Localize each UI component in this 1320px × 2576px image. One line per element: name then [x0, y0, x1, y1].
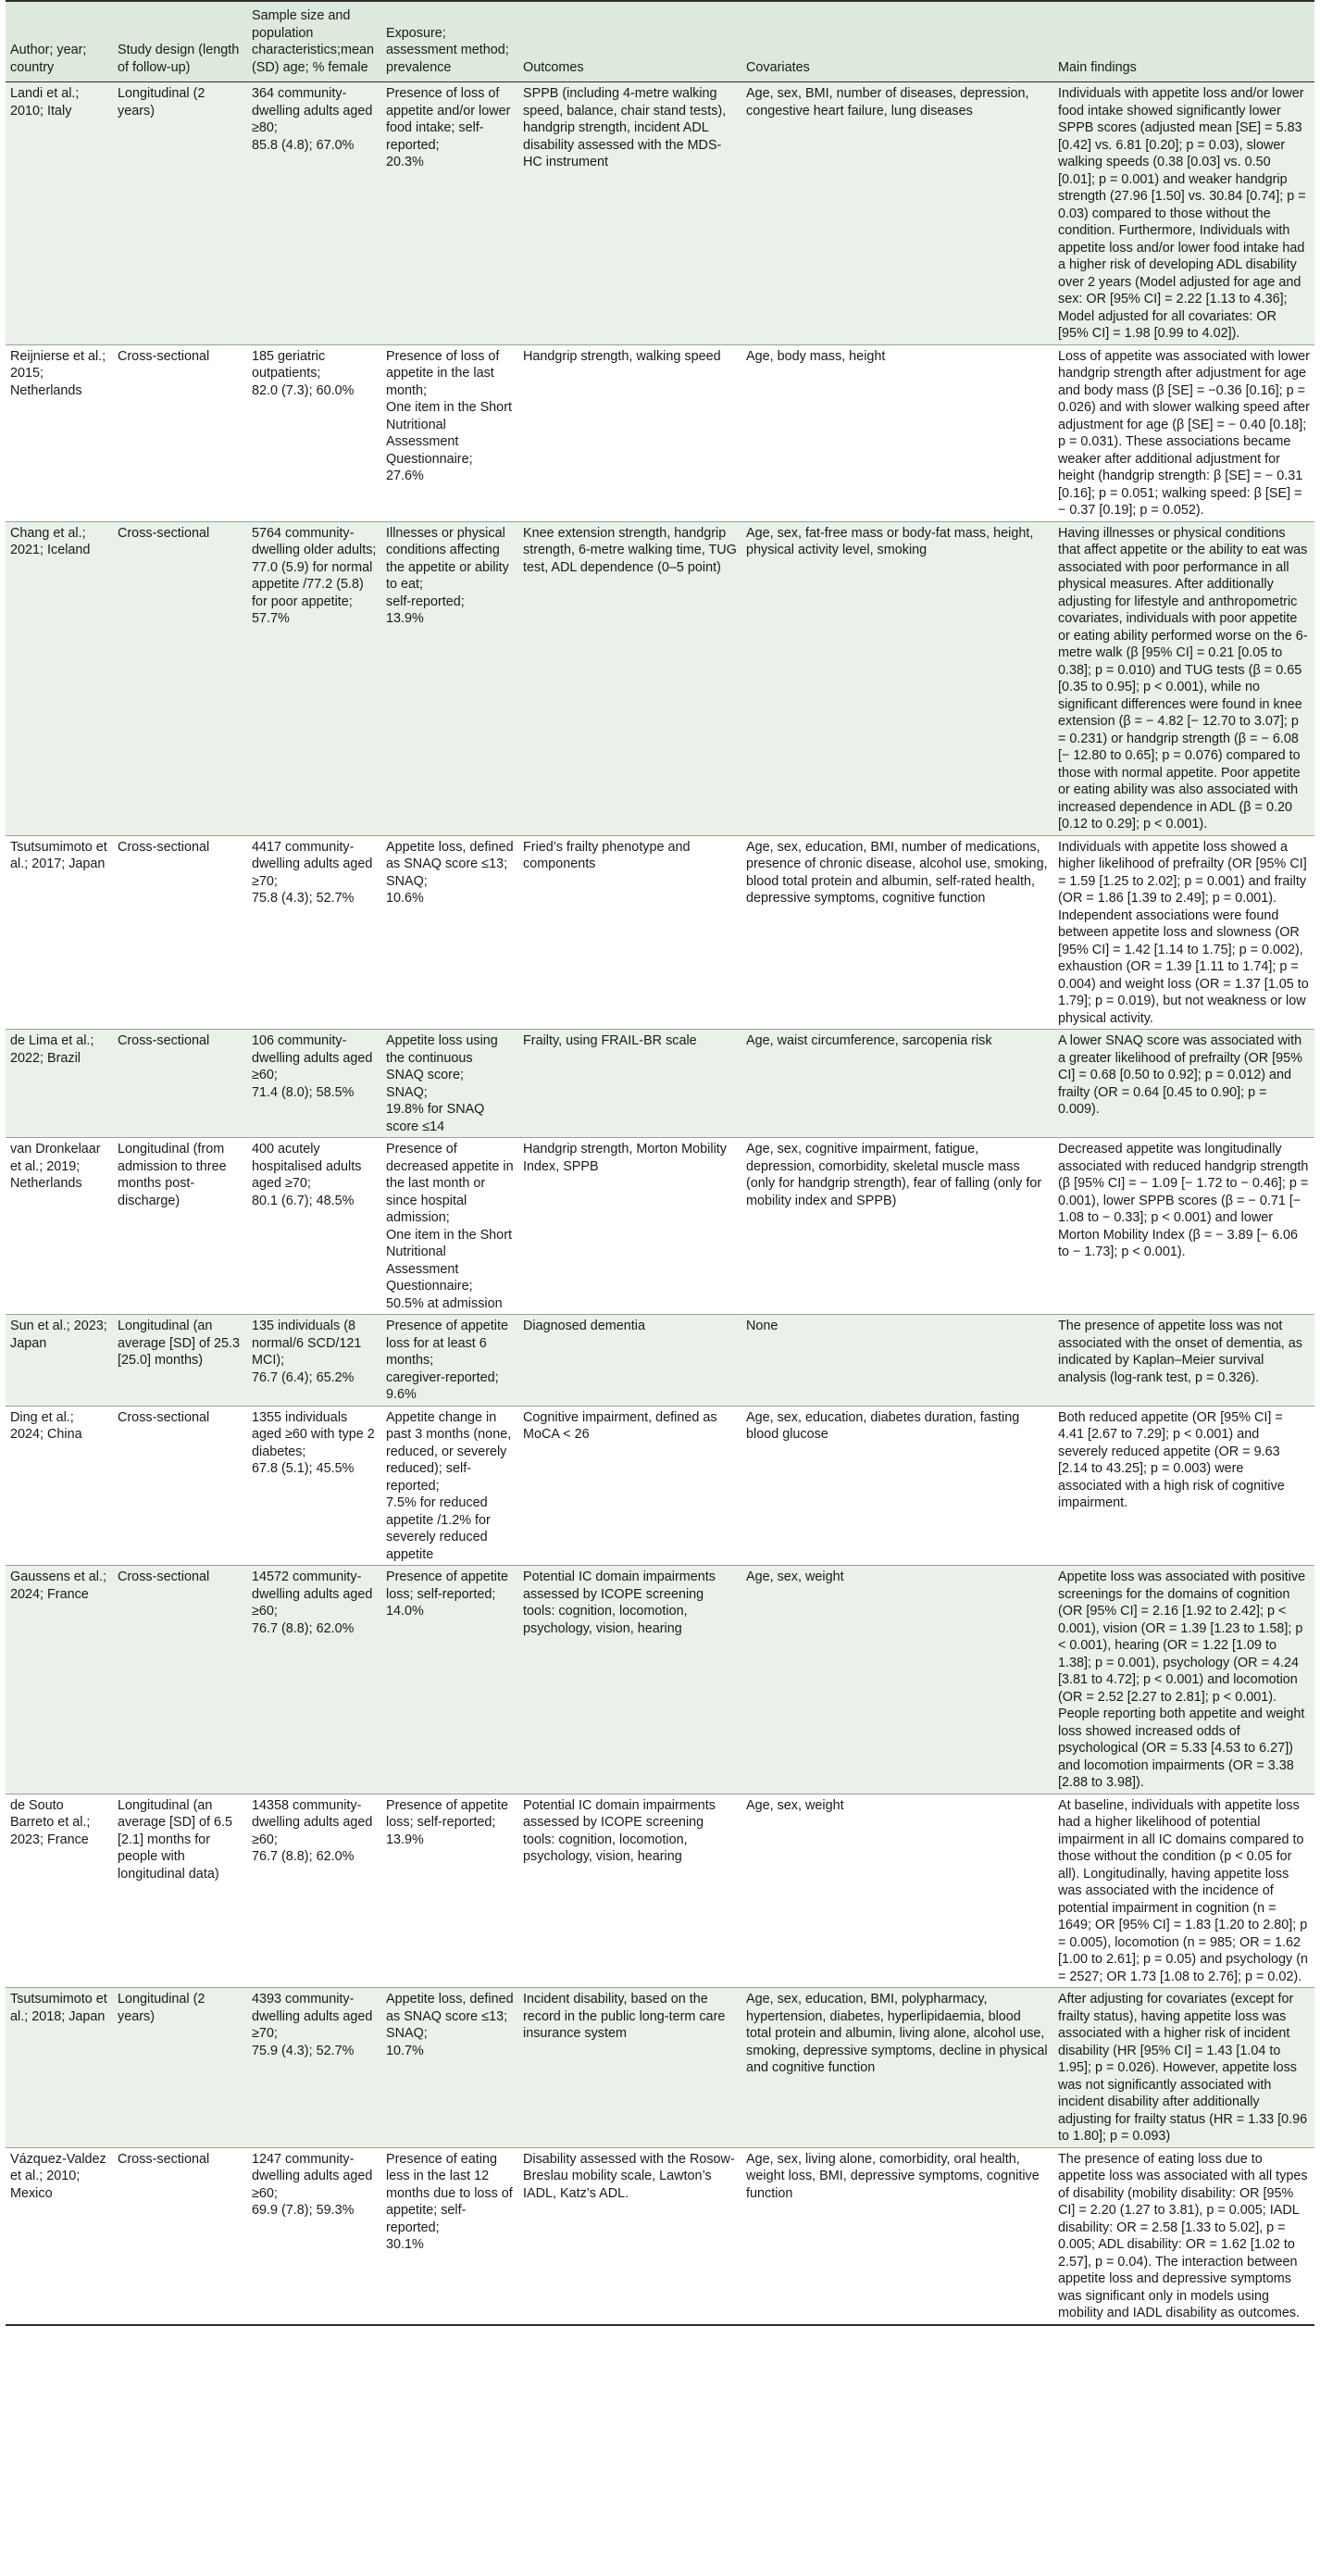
cell-design: Cross-sectional: [113, 521, 247, 835]
table-row: [6, 2147, 1314, 2325]
cell-author: Tsutsumimoto et al.; 2017; Japan: [6, 835, 113, 1030]
cell-design: Cross-sectional: [113, 1406, 247, 1566]
table-body: [6, 82, 1314, 2325]
cell-design: Longitudinal (2 years): [113, 1988, 247, 2148]
cell-findings: At baseline, individuals with appetite loss had a higher likelihood of potential impairment in all IC domains compared to those without the condition (p < 0.05 for all). Longitudinally, having appetite loss was associated with the incidence of potential impairment in cognition (n = 1649; OR [95% CI] = 1.83 [1.20 to 2.80]; p = 0.005), locomotion (n = 985; OR = 1.62 [1.00 to 2.61]; p = 0.05) and psychology (n = 2527; OR 1.73 [1.08 to 2.76]; p = 0.02).: [1053, 1794, 1314, 1988]
cell-design: Longitudinal (an average [SD] of 25.3 [25.0] months): [113, 1315, 247, 1407]
cell-covariates: Age, sex, education, BMI, polypharmacy, hypertension, diabetes, hyperlipidaemia, blood total protein and albumin, living alone, alcohol use, smoking, depressive symptoms, decline in physical and cognitive function: [741, 1988, 1053, 2148]
cell-author: Reijnierse et al.; 2015; Netherlands: [6, 344, 113, 521]
cell-sample: 185 geriatric outpatients; 82.0 (7.3); 60.0%: [247, 344, 381, 521]
cell-outcomes: Diagnosed dementia: [518, 1315, 741, 1407]
cell-design: Longitudinal (2 years): [113, 82, 247, 345]
cell-covariates: Age, sex, education, diabetes duration, fasting blood glucose: [741, 1406, 1053, 1566]
cell-covariates: Age, waist circumference, sarcopenia risk: [741, 1030, 1053, 1138]
table-row: [6, 82, 1314, 345]
table-row: [6, 1406, 1314, 1566]
cell-outcomes: Potential IC domain impairments assessed by ICOPE screening tools: cognition, locomotion, psychology, vision, hearing: [518, 1566, 741, 1794]
cell-design: Cross-sectional: [113, 1566, 247, 1794]
cell-findings: Having illnesses or physical conditions that affect appetite or the ability to eat was associated with poor performance in all physical measures. After additionally adjusting for lifestyle and anthropometric covariates, individuals with poor appetite or eating ability performed worse on the 6-metre walk (β [95% CI] = 0.21 [0.05 to 0.38]; p = 0.010) and TUG tests (β = 0.65 [0.35 to 0.95]; p < 0.001), while no significant differences were found in knee extension (β = − 4.82 [− 12.70 to 3.07]; p = 0.231) or handgrip strength (β = − 6.08 [− 12.80 to 0.65]; p = 0.076) compared to those with normal appetite. Poor appetite or eating ability was also associated with increased dependence in ADL (β = 0.20 [0.12 to 0.29]; p < 0.001).: [1053, 521, 1314, 835]
header-sample: Sample size and population characteristics;mean (SD) age; % female: [247, 1, 381, 82]
cell-design: Cross-sectional: [113, 344, 247, 521]
cell-outcomes: Handgrip strength, Morton Mobility Index, SPPB: [518, 1138, 741, 1315]
cell-exposure: Appetite loss, defined as SNAQ score ≤13; SNAQ; 10.6%: [381, 835, 518, 1030]
cell-findings: Loss of appetite was associated with lower handgrip strength after adjustment for age and body mass (β [SE] = −0.36 [0.16]; p = 0.026) and with slower walking speed after adjustment for age (β [SE] = − 0.40 [0.18]; p = 0.031). These associations became weaker after additional adjustment for height (handgrip strength: β [SE] = − 0.31 [0.16]; p = 0.051; walking speed: β [SE] = − 0.37 [0.19]; p = 0.052).: [1053, 344, 1314, 521]
cell-exposure: Appetite loss, defined as SNAQ score ≤13; SNAQ; 10.7%: [381, 1988, 518, 2148]
header-outcomes: Outcomes: [518, 1, 741, 82]
cell-author: Tsutsumimoto et al.; 2018; Japan: [6, 1988, 113, 2148]
cell-findings: Individuals with appetite loss and/or lower food intake showed significantly lower SPPB scores (adjusted mean [SE] = 5.83 [0.42] vs. 6.81 [0.20]; p = 0.03), slower walking speeds (0.38 [0.03] vs. 0.50 [0.01]; p = 0.001) and weaker handgrip strength (27.96 [1.50] vs. 30.84 [0.74]; p = 0.03) compared to those without the condition. Furthermore, Individuals with appetite loss and/or lower food intake had a higher risk of developing ADL disability over 2 years (Model adjusted for age and sex: OR [95% CI] = 2.22 [1.13 to 4.36]; Model adjusted for all covariates: OR [95% CI] = 1.98 [0.99 to 4.02]).: [1053, 82, 1314, 345]
cell-findings: The presence of appetite loss was not associated with the onset of dementia, as indicated by Kaplan–Meier survival analysis (log-rank test, p = 0.326).: [1053, 1315, 1314, 1407]
cell-exposure: Presence of loss of appetite in the last month; One item in the Short Nutritional Assessment Questionnaire; 27.6%: [381, 344, 518, 521]
cell-covariates: Age, body mass, height: [741, 344, 1053, 521]
cell-covariates: Age, sex, BMI, number of diseases, depression, congestive heart failure, lung diseases: [741, 82, 1053, 345]
table-row: [6, 1315, 1314, 1407]
cell-sample: 5764 community-dwelling older adults; 77.0 (5.9) for normal appetite /77.2 (5.8) for poor appetite; 57.7%: [247, 521, 381, 835]
header-covariates: Covariates: [741, 1, 1053, 82]
cell-author: Vázquez-Valdez et al.; 2010; Mexico: [6, 2147, 113, 2325]
table-row: [6, 521, 1314, 835]
cell-exposure: Appetite change in past 3 months (none, reduced, or severely reduced); self-reported; 7.5% for reduced appetite /1.2% for severely reduced appetite: [381, 1406, 518, 1566]
cell-exposure: Presence of loss of appetite and/or lower food intake; self-reported; 20.3%: [381, 82, 518, 345]
cell-covariates: None: [741, 1315, 1053, 1407]
cell-covariates: Age, sex, fat-free mass or body-fat mass, height, physical activity level, smoking: [741, 521, 1053, 835]
cell-sample: 1355 individuals aged ≥60 with type 2 diabetes; 67.8 (5.1); 45.5%: [247, 1406, 381, 1566]
cell-findings: Individuals with appetite loss showed a higher likelihood of prefrailty (OR [95% CI] = 1.59 [1.25 to 2.02]; p = 0.001) and frailty (OR = 1.86 [1.39 to 2.49]; p = 0.001). Independent associations were found between appetite loss and slowness (OR [95% CI] = 1.42 [1.14 to 1.75]; p = 0.002), exhaustion (OR = 1.39 [1.11 to 1.74]; p = 0.004) and weight loss (OR = 1.37 [1.05 to 1.79]; p = 0.019), but not weakness or low physical activity.: [1053, 835, 1314, 1030]
cell-author: de Lima et al.; 2022; Brazil: [6, 1030, 113, 1138]
cell-author: Ding et al.; 2024; China: [6, 1406, 113, 1566]
cell-sample: 135 individuals (8 normal/6 SCD/121 MCI); 76.7 (6.4); 65.2%: [247, 1315, 381, 1407]
cell-findings: A lower SNAQ score was associated with a greater likelihood of prefrailty (OR [95% CI] = 0.68 [0.50 to 0.92]; p = 0.012) and frailty (OR = 0.64 [0.45 to 0.90]; p = 0.009).: [1053, 1030, 1314, 1138]
table-row: [6, 344, 1314, 521]
header-row: [6, 1, 1314, 82]
table-header: [6, 1, 1314, 82]
studies-table: [6, 0, 1314, 2326]
cell-sample: 14572 community-dwelling adults aged ≥60; 76.7 (8.8); 62.0%: [247, 1566, 381, 1794]
cell-covariates: Age, sex, education, BMI, number of medications, presence of chronic disease, alcohol use, smoking, blood total protein and albumin, self-rated health, depressive symptoms, cognitive function: [741, 835, 1053, 1030]
cell-covariates: Age, sex, living alone, comorbidity, oral health, weight loss, BMI, depressive symptoms, cognitive function: [741, 2147, 1053, 2325]
table-row: [6, 1988, 1314, 2148]
table-row: [6, 1138, 1314, 1315]
cell-design: Longitudinal (an average [SD] of 6.5 [2.1] months for people with longitudinal data): [113, 1794, 247, 1988]
cell-design: Longitudinal (from admission to three months post-discharge): [113, 1138, 247, 1315]
table-row: [6, 1030, 1314, 1138]
cell-design: Cross-sectional: [113, 1030, 247, 1138]
cell-outcomes: Incident disability, based on the record in the public long-term care insurance system: [518, 1988, 741, 2148]
cell-exposure: Presence of decreased appetite in the last month or since hospital admission; One item in the Short Nutritional Assessment Questionnaire; 50.5% at admission: [381, 1138, 518, 1315]
table-row: [6, 1566, 1314, 1794]
cell-outcomes: Disability assessed with the Rosow-Breslau mobility scale, Lawton’s IADL, Katz’s ADL.: [518, 2147, 741, 2325]
cell-exposure: Presence of appetite loss for at least 6 months; caregiver-reported; 9.6%: [381, 1315, 518, 1407]
cell-outcomes: Frailty, using FRAIL-BR scale: [518, 1030, 741, 1138]
cell-findings: After adjusting for covariates (except for frailty status), having appetite loss was associated with a higher risk of incident disability (HR [95% CI] = 1.43 [1.04 to 1.95]; p = 0.026). However, appetite loss was not significantly associated with incident disability after additionally adjusting for frailty status (HR = 1.33 [0.96 to 1.80]; p = 0.093): [1053, 1988, 1314, 2148]
cell-findings: The presence of eating loss due to appetite loss was associated with all types of disability (mobility disability: OR [95% CI] = 2.20 (1.27 to 3.81), p = 0.005; IADL disability: OR = 2.58 [1.33 to 5.02], p = 0.005; ADL disability: OR = 1.62 [1.02 to 2.57], p = 0.04). The interaction between appetite loss and depressive symptoms was significant only in models using mobility and IADL disability as outcomes.: [1053, 2147, 1314, 2325]
cell-outcomes: Cognitive impairment, defined as MoCA < 26: [518, 1406, 741, 1566]
cell-exposure: Appetite loss using the continuous SNAQ score; SNAQ; 19.8% for SNAQ score ≤14: [381, 1030, 518, 1138]
cell-author: van Dronkelaar et al.; 2019; Netherlands: [6, 1138, 113, 1315]
cell-exposure: Presence of appetite loss; self-reported; 13.9%: [381, 1794, 518, 1988]
cell-exposure: Illnesses or physical conditions affecting the appetite or ability to eat; self-reported; 13.9%: [381, 521, 518, 835]
cell-sample: 1247 community-dwelling adults aged ≥60; 69.9 (7.8); 59.3%: [247, 2147, 381, 2325]
cell-exposure: Presence of eating less in the last 12 months due to loss of appetite; self-reported; 30.1%: [381, 2147, 518, 2325]
cell-sample: 4417 community-dwelling adults aged ≥70; 75.8 (4.3); 52.7%: [247, 835, 381, 1030]
cell-exposure: Presence of appetite loss; self-reported; 14.0%: [381, 1566, 518, 1794]
cell-author: Landi et al.; 2010; Italy: [6, 82, 113, 345]
cell-sample: 400 acutely hospitalised adults aged ≥70; 80.1 (6.7); 48.5%: [247, 1138, 381, 1315]
cell-findings: Decreased appetite was longitudinally associated with reduced handgrip strength (β [95% CI] = − 1.09 [− 1.72 to − 0.46]; p = 0.001), lower SPPB scores (β = − 0.71 [− 1.08 to − 0.33]; p < 0.001) and lower Morton Mobility Index (β = − 3.89 [− 6.06 to − 1.73]; p < 0.001).: [1053, 1138, 1314, 1315]
cell-findings: Appetite loss was associated with positive screenings for the domains of cognition (OR [95% CI] = 2.16 [1.92 to 2.42]; p < 0.001), vision (OR = 1.39 [1.23 to 1.58]; p < 0.001), hearing (OR = 1.22 [1.09 to 1.38]; p = 0.001), psychology (OR = 4.24 [3.81 to 4.72]; p < 0.001) and locomotion (OR = 2.52 [2.27 to 2.81]; p < 0.001). People reporting both appetite and weight loss showed increased odds of psychological (OR = 5.33 [4.53 to 6.27]) and locomotion impairments (OR = 3.38 [2.88 to 3.98]).: [1053, 1566, 1314, 1794]
cell-covariates: Age, sex, cognitive impairment, fatigue, depression, comorbidity, skeletal muscle mass (only for handgrip strength), fear of falling (only for mobility index and SPPB): [741, 1138, 1053, 1315]
cell-outcomes: Fried’s frailty phenotype and components: [518, 835, 741, 1030]
cell-sample: 14358 community-dwelling adults aged ≥60; 76.7 (8.8); 62.0%: [247, 1794, 381, 1988]
cell-findings: Both reduced appetite (OR [95% CI] = 4.41 [2.67 to 7.29]; p < 0.001) and severely reduced appetite (OR = 9.63 [2.14 to 43.25]; p = 0.003) were associated with a high risk of cognitive impairment.: [1053, 1406, 1314, 1566]
cell-outcomes: Knee extension strength, handgrip strength, 6-metre walking time, TUG test, ADL dependence (0–5 point): [518, 521, 741, 835]
header-findings: Main findings: [1053, 1, 1314, 82]
cell-author: Chang et al.; 2021; Iceland: [6, 521, 113, 835]
cell-author: Sun et al.; 2023; Japan: [6, 1315, 113, 1407]
cell-outcomes: Potential IC domain impairments assessed by ICOPE screening tools: cognition, locomotion, psychology, vision, hearing: [518, 1794, 741, 1988]
cell-author: de Souto Barreto et al.; 2023; France: [6, 1794, 113, 1988]
cell-author: Gaussens et al.; 2024; France: [6, 1566, 113, 1794]
cell-covariates: Age, sex, weight: [741, 1794, 1053, 1988]
table-row: [6, 835, 1314, 1030]
cell-design: Cross-sectional: [113, 835, 247, 1030]
table-row: [6, 1794, 1314, 1988]
cell-sample: 4393 community-dwelling adults aged ≥70; 75.9 (4.3); 52.7%: [247, 1988, 381, 2148]
cell-design: Cross-sectional: [113, 2147, 247, 2325]
cell-covariates: Age, sex, weight: [741, 1566, 1053, 1794]
cell-outcomes: SPPB (including 4-metre walking speed, balance, chair stand tests), handgrip strength, incident ADL disability assessed with the MDS-HC instrument: [518, 82, 741, 345]
cell-sample: 106 community-dwelling adults aged ≥60; 71.4 (8.0); 58.5%: [247, 1030, 381, 1138]
header-author: Author; year; country: [6, 1, 113, 82]
cell-outcomes: Handgrip strength, walking speed: [518, 344, 741, 521]
header-design: Study design (length of follow-up): [113, 1, 247, 82]
header-exposure: Exposure; assessment method; prevalence: [381, 1, 518, 82]
cell-sample: 364 community-dwelling adults aged ≥80; 85.8 (4.8); 67.0%: [247, 82, 381, 345]
